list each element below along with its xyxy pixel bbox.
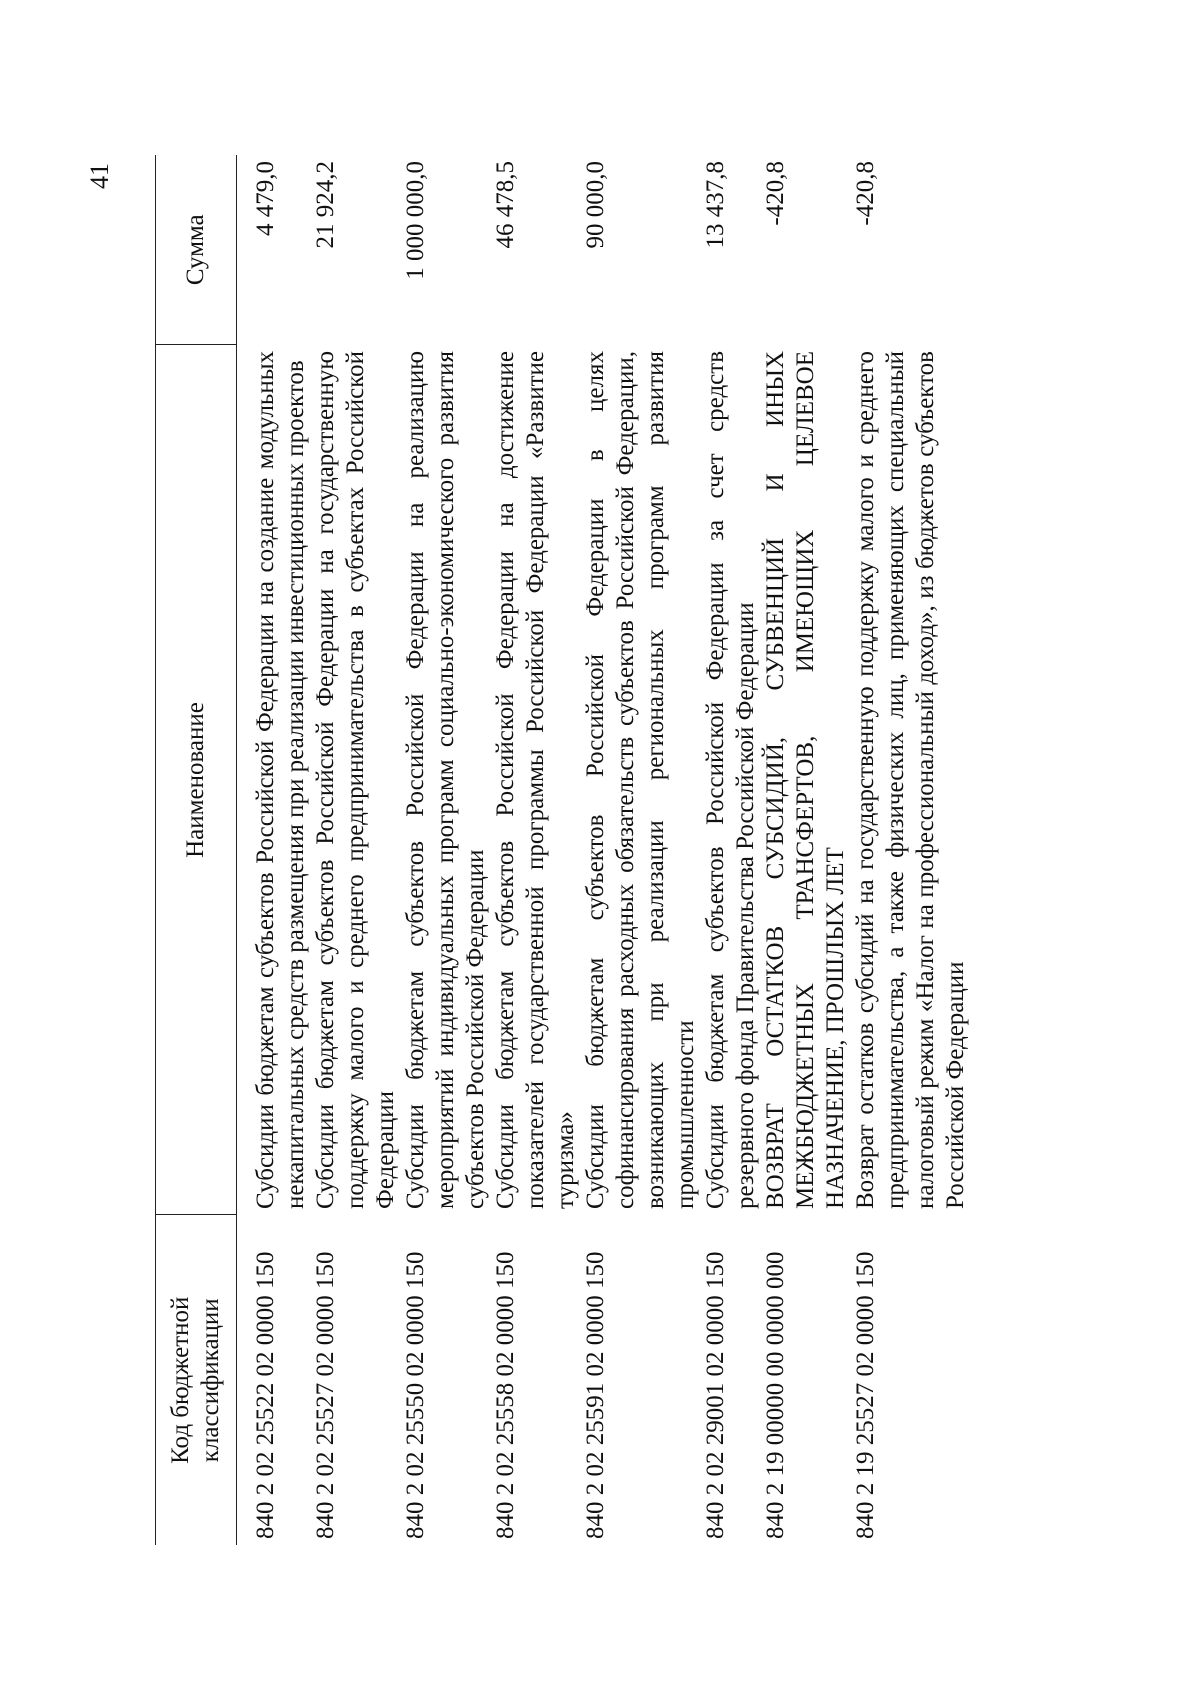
row-name: Субсидии бюджетам субъектов Российской Федерации на государственную поддержку малого и среднего предпринимательства в субъектах Российской Федерации (312, 351, 399, 1209)
table-row (237, 155, 312, 1545)
row-sum: 90 000,0 (582, 161, 609, 249)
header-code: Код бюджетной классификации (156, 1215, 237, 1545)
table-row (401, 155, 491, 1545)
row-code: 840 2 02 25550 02 0000 150 (402, 1251, 429, 1539)
row-sum: 1 000 000,0 (402, 161, 429, 280)
row-name: ВОЗВРАТ ОСТАТКОВ СУБСИДИЙ, СУБВЕНЦИЙ И ИНЫХ МЕЖБЮДЖЕТНЫХ ТРАНСФЕРТОВ, ИМЕЮЩИХ ЦЕЛЕВОЕ НАЗНАЧЕНИЕ, ПРОШЛЫХ ЛЕТ (762, 351, 849, 1209)
header-name: Наименование (156, 345, 237, 1215)
table-row (311, 155, 401, 1545)
table-row (761, 155, 851, 1545)
table-row (581, 155, 701, 1545)
row-sum: 21 924,2 (312, 161, 339, 249)
row-name: Субсидии бюджетам субъектов Российской Федерации на создание модульных некапитальных средств размещения при реализации инвестиционных проектов (252, 351, 309, 1209)
table-row (491, 155, 581, 1545)
row-sum: -420,8 (852, 161, 879, 226)
row-sum: 46 478,5 (492, 161, 519, 249)
rotated-page-content (85, 155, 1055, 1545)
row-name: Субсидии бюджетам субъектов Российской Федерации на реализацию мероприятий индивидуальных программ социально-экономического развития субъектов Российской Федерации (402, 351, 489, 1209)
row-code: 840 2 02 25591 02 0000 150 (582, 1251, 609, 1539)
row-code: 840 2 02 29001 02 0000 150 (702, 1251, 729, 1539)
row-sum: -420,8 (762, 161, 789, 226)
row-name: Субсидии бюджетам субъектов Российской Федерации на достижение показателей государственной программы Российской Федерации «Развитие туризма» (492, 351, 579, 1209)
table-row (701, 155, 761, 1545)
page-number: 41 (85, 163, 114, 189)
budget-classification-table (155, 155, 971, 1545)
row-code: 840 2 19 00000 00 0000 000 (762, 1251, 789, 1539)
row-name: Субсидии бюджетам субъектов Российской Федерации за счет средств резервного фонда Правительства Российской Федерации (702, 351, 759, 1209)
table-header-row (156, 155, 237, 1545)
row-name: Субсидии бюджетам субъектов Российской Федерации в целях софинансирования расходных обязательств субъектов Российской Федерации, возникающих при реализации региональных программ развития промышленности (582, 351, 699, 1209)
row-code: 840 2 02 25527 02 0000 150 (312, 1251, 339, 1539)
row-sum: 13 437,8 (702, 161, 729, 249)
row-code: 840 2 02 25522 02 0000 150 (252, 1251, 279, 1539)
table-row (851, 155, 971, 1545)
row-name: Возврат остатков субсидий на государственную поддержку малого и среднего предпринимательства, а также физических лиц, применяющих специальный налоговый режим «Налог на профессиональный доход», из бюджетов субъектов Российской Федерации (852, 351, 969, 1209)
row-code: 840 2 02 25558 02 0000 150 (492, 1251, 519, 1539)
header-sum: Сумма (156, 155, 237, 345)
row-code: 840 2 19 25527 02 0000 150 (852, 1251, 879, 1539)
row-sum: 4 479,0 (252, 161, 279, 236)
